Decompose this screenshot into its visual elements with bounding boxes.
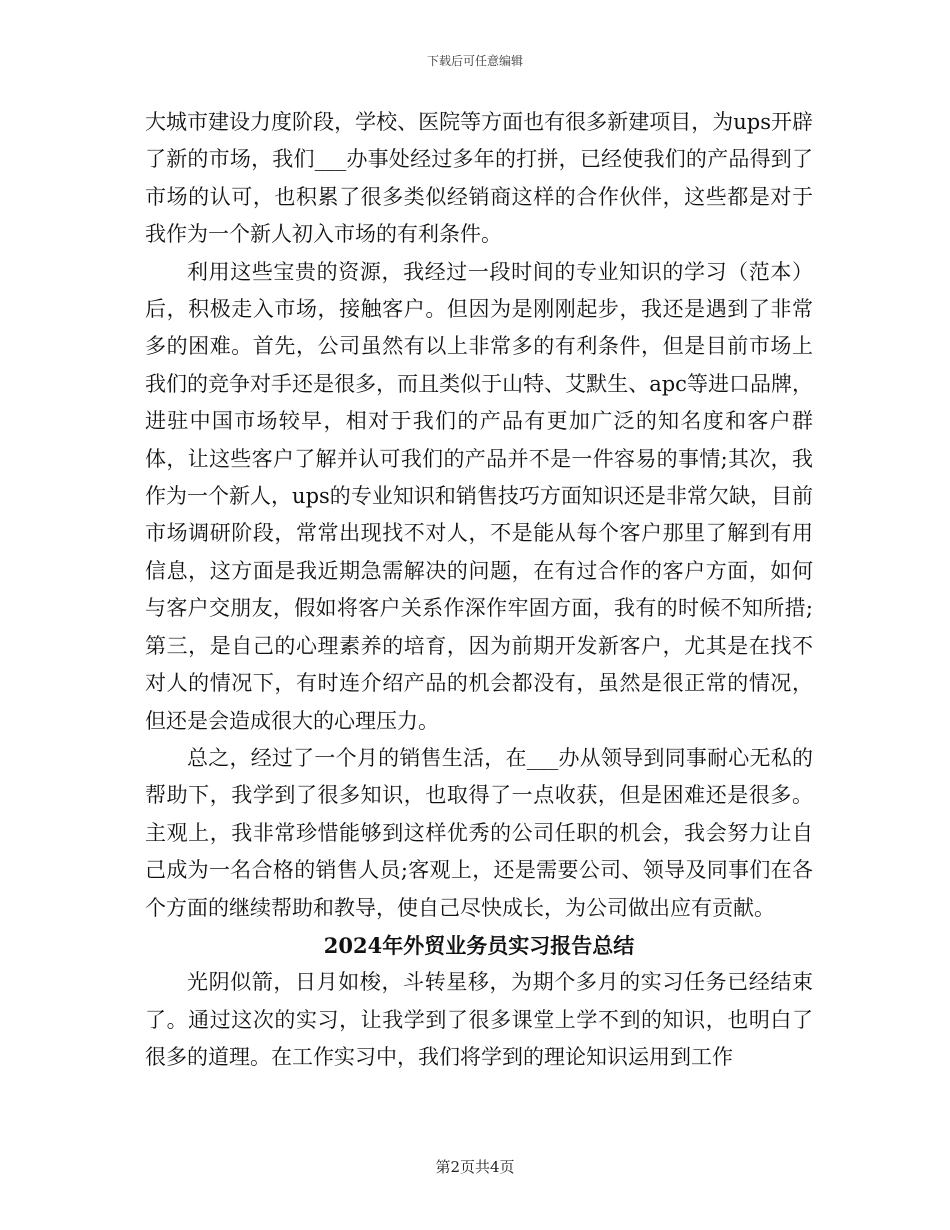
- document-body: [145, 104, 813, 1077]
- page-footer: 第2页共4页: [435, 1158, 515, 1176]
- paragraph-1: 大城市建设力度阶段，学校、医院等方面也有很多新建项目，为ups开辟了新的市场，我们___办事处经过多年的打拼，已经使我们的产品得到了市场的认可，也积累了很多类似经销商这样的合作伙伴，这些都是对于我作为一个新人初入市场的有利条件。: [145, 110, 813, 247]
- section-paragraph-1: 光阴似箭，日月如梭，斗转星移，为期个多月的实习任务已经结束了。通过这次的实习，让我学到了很多课堂上学不到的知识，也明白了很多的道理。在工作实习中，我们将学到的理论知识运用到工作: [145, 970, 813, 1070]
- paragraph-2: 利用这些宝贵的资源，我经过一段时间的专业知识的学习（范本）后，积极走入市场，接触客户。但因为是刚刚起步，我还是遇到了非常多的困难。首先，公司虽然有以上非常多的有利条件，但是目前市场上我们的竞争对手还是很多，而且类似于山特、艾默生、apc等进口品牌，进驻中国市场较早，相对于我们的产品有更加广泛的知名度和客户群体，让这些客户了解并认可我们的产品并不是一件容易的事情;其次，我作为一个新人，ups的专业知识和销售技巧方面知识还是非常欠缺，目前市场调研阶段，常常出现找不对人，不是能从每个客户那里了解到有用信息，这方面是我近期急需解决的问题，在有过合作的客户方面，如何与客户交朋友，假如将客户关系作深作牢固方面，我有的时候不知所措;第三，是自己的心理素养的培育，因为前期开发新客户，尤其是在找不对人的情况下，有时连介绍产品的机会都没有，虽然是很正常的情况，但还是会造成很大的心理压力。: [145, 259, 813, 733]
- paragraph-3: 总之，经过了一个月的销售生活，在___办从领导到同事耐心无私的帮助下，我学到了很多知识，也取得了一点收获，但是困难还是很多。主观上，我非常珍惜能够到这样优秀的公司任职的机会，我会努力让自己成为一名合格的销售人员;客观上，还是需要公司、领导及同事们在各个方面的继续帮助和教导，使自己尽快成长，为公司做出应有贡献。: [145, 745, 813, 920]
- page-header: 下载后可任意编辑: [426, 54, 523, 68]
- section-title: 2024年外贸业务员实习报告总结: [323, 932, 635, 958]
